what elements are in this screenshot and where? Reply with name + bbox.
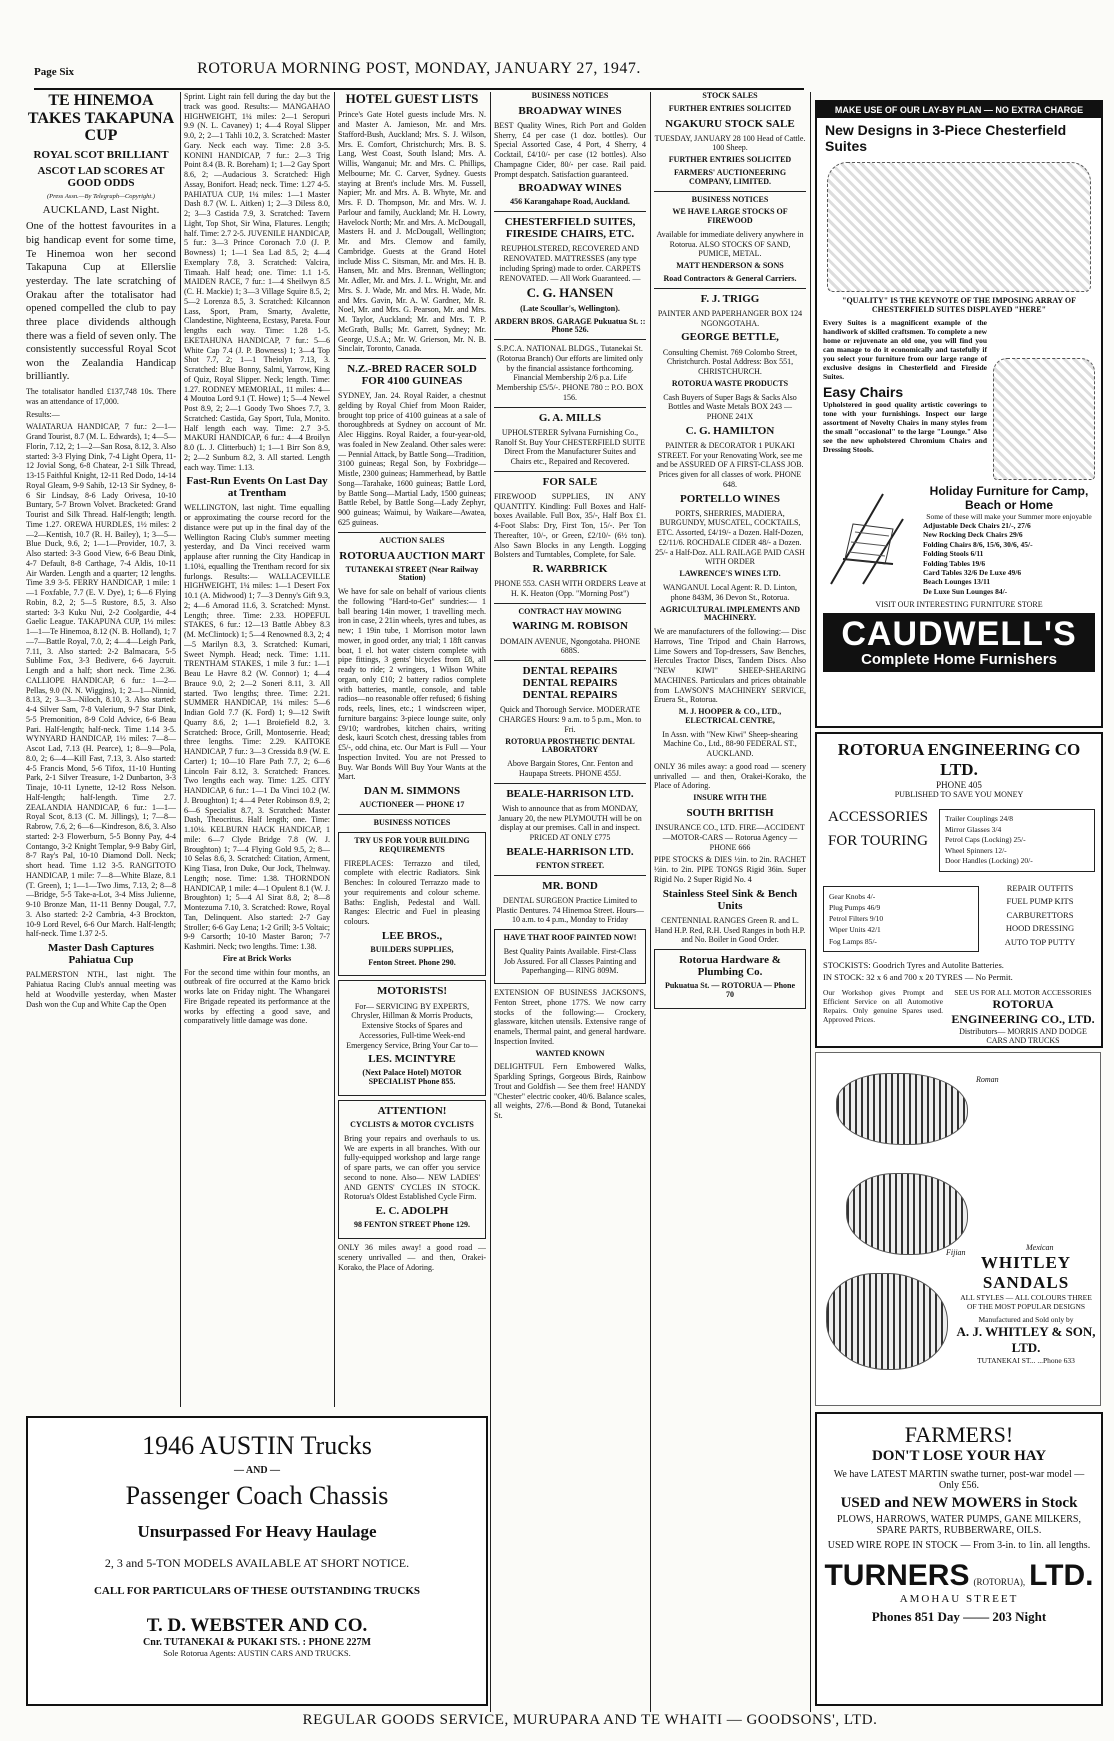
price-list-item: Fog Lamps 85/- [829, 936, 877, 946]
ad-heading: A. J. WHITLEY & SON, LTD. [956, 1324, 1096, 1355]
ad-heading: TRY US FOR YOUR BUILDING REQUIREMENTS [354, 835, 470, 854]
section-label: AUCTION SALES [379, 535, 445, 545]
masthead [34, 60, 804, 90]
price-list-item: New Rocking Deck Chairs 29/6 [923, 530, 1023, 540]
ad-heading: R. WARBRICK [532, 563, 608, 576]
column-rule [180, 92, 181, 1407]
turners-farmers-ad [815, 1412, 1103, 1706]
ad-text: FIREPLACES: Terrazzo and tiled, complete with electric Radiators. Sink Benches: In coloured Terrazzo made to your requirements and colour scheme. Baths: English, Pedestal and Wall. Ranges: Electric and Fuel in pleasing colours. [344, 858, 480, 926]
ad-text: For— SERVICING BY EXPERTS, Chrysler, Hillman & Morris Products, Extensive Stocks of Spares and Accessories, Full-time Week-end Emergency Service, Bring Your Car to— [346, 1001, 478, 1050]
headline: TE HINEMOA TAKES TAKAPUNA CUP [27, 92, 175, 145]
ad-heading: C. G. HANSEN [526, 285, 614, 301]
ad-text: PLOWS, HARROWS, WATER PUMPS, GANE MILKERS, SPARE PARTS, RUBBERWARE, OILS. [836, 1514, 1081, 1536]
price-list-item: Folding Stools 6/11 [923, 549, 984, 559]
race-results: Sprint. Light rain fell during the day but the track was good. Results:— MANGAHAO HIGHWEIGHT, 1¼ miles: 2—1 Seropuri 9.9 (N. L. Cavaney) 1; 4—4 Royal Slipper 9.0, 2; 2—1 Tahli 10.2, 3. Scratched: Master Gary. Neck each way. Time: 2.8 3-5. KONINI HANDICAP, 7 fur.: 2—3 Trig Point 8.4 (B. R. Boreham) 1; 1—2 Gay Sport 8.6, 2; —Audacious 3. Scratched: High Assay, Bonifort. Head; neck. Time: 1.27 4-5. PAHIATUA CUP, 1¼ miles: 1—1 Master Dash 8.7 (W. L. Aitken) 1; 2—3 Diless 8.0, 2; 3—3 Castida 7.9, 3. Scratched: Tavern Light, Top Shot, Sir Wina, Flatures. Length; half. Time: 2.7 2-5. JUVENILE HANDICAP, 5 fur.: 3—3 Prince Coronach 7.0 (J. P. Bowness) 1; 1—1 Sea Lad 8.5, 2; 4—4 Exemplary 7.8, 3. Scratched: Valcira, Timaah. Half head; one. Time: 1.1 1-5. MAIDEN RACE, 7 fur.: 1—4 Sheilwyn 8.5 (C. H. Mackie) 1; 3—3 Village Squire 8.5, 2; 5—2 Lorenza 8.5, 3. Scratched: Kilcannon Lass, Sport, Pram, Smarty, Avalette, Clandestine, Nighteena, Ecstasy, Pareta. Four lengths each way. Time: 1.28 1-5. EKETAHUNA HANDICAP, 7 fur.: 5—6 White Cap 7.4 (J. P. Bowness) 1; 3—4 Top Shot 7.7, 2; 1—1 Theiolyn 7.13, 3. Scratched: Blue Bonny, Salmi, Yarrow, King of Quiz, Royal Slipper. Neck; length. Time: 1.27. RODNEY MEMORIAL, 11 miles: 4—4 Moutoa Lord 9.1 (T. Howe) 1; 5—4 Newel Post 8.9, 2; 2—1 Goody Two Shoes 7.7, 3. Scratched: Castida, Gay Sport, Tula, Monito. Half length each way. Time: 2.7 3-5. MAKURI HANDICAP, 6 fur.: 4—4 Broilyn 8.0 (L. J. Clitterbuch) 1; 1—1 Birr Son 8.9, 2; 2—2 Sunburn 8.2, 3. All started. Length each way. Time: 1.13. [184, 92, 330, 472]
ad-heading: NGAKURU STOCK SALE [665, 117, 795, 130]
ad-text: FIREWOOD SUPPLIES, IN ANY QUANTITY. Kindling: Full Boxes and Half-boxes Available. Full Box, 35/-, Half Box £1. 4-Foot Slabs: Dry, First Ton, 15/-. Per Ton Thereafter, 10/-, or Green, £2/10/- (6½ ton). Also Sawn Blocks in any Length. Logging Bolsters and Turntables, Complete, for Sale. [494, 491, 646, 560]
ad-heading: WE HAVE LARGE STOCKS OF FIREWOOD [672, 207, 788, 226]
ad-text: We have for sale on behalf of various clients the following "Hard-to-Get" sundries:— 1 ball bearing 14in mower, 1 travelling mech. iron in case, 2 21in wheels, tyres and tubes, as new; 1 19in tube, 1 Morrison motor lawn mower, in good order, any trial; 1 18ft canvas boat, 1 el. hot water cistern complete with pipe fittings, 3 gents' bicycles from £8, all ready to ride; 2 wringers, 1 Wilson White organ, only £10; 2 battery radios complete with batteries, mantle, console, and table radios—no reasonable offer refused; 6 fishing rods, reels, lines, etc.; 1 windscreen wiper, furniture bargains: 3-piece lounge suite, only £9/10; wardrobes, kitchen chairs, writing desk, kauri Scotch chest, dressing tables from £5/-, odd china, etc. Our Mart is Full — Your Inspection Invited. You are not Pressed to Buy. War Bonds Will Buy Your Wants at the Mart. [338, 587, 486, 782]
repair-list-item: HOOD DRESSING [1005, 923, 1075, 934]
holiday-price-list [923, 521, 1095, 596]
page-label: Page Six [34, 66, 75, 78]
price-list-item: Trailer Couplings 24/8 [945, 814, 1014, 823]
price-list-item: Wheel Spinners 12/- [945, 845, 1007, 855]
ad-heading: FOR SALE [542, 475, 598, 488]
chesterfield-suite-illustration [827, 162, 1091, 292]
repair-list-item: AUTO TOP PUTTY [1004, 936, 1076, 947]
ad-heading: WARING M. ROBISON [512, 620, 628, 633]
repair-list-item: CARBURETTORS [1006, 909, 1074, 920]
ad-text: TUTANEKAI ST... ...Phone 633 [977, 1356, 1075, 1365]
ad-text: CYCLISTS & MOTOR CYCLISTS [350, 1120, 474, 1130]
ad-text: Cash Buyers of Super Bags & Sacks Also Bottles and Waste Metals BOX 243 — PHONE 241X [663, 392, 797, 422]
roman-sandal-illustration [836, 1073, 968, 1145]
deck-chair-icon [823, 484, 923, 594]
price-list-item: Adjustable Deck Chairs 21/-, 27/6 [923, 521, 1031, 530]
ad-heading: ROTORUA AUCTION MART [339, 549, 485, 562]
ad-text: — AND — [233, 1465, 281, 1477]
ad-heading: Unsurpassed For Heavy Haulage [137, 1521, 377, 1541]
ad-heading: Rotorua Hardware & Plumbing Co. [679, 954, 781, 979]
ad-text: INSURANCE CO., LTD. FIRE—ACCIDENT—MOTOR-CARS — Rotorua Agency — PHONE 666 [655, 823, 805, 852]
ad-text: INSURE WITH THE [693, 793, 767, 803]
column-rule [810, 92, 811, 1712]
ad-text: DELIGHTFUL Fern Embowered Walks, Sparkling Springs, Gorgeous Birds, Rainbow Trout and Goldfish — See them free! HANDY "Chester" electric cooker, 40/6. Balance scales, all weights, 27/6.—Bond & Bond, Tutanekai St. [494, 1062, 646, 1121]
ad-text: ARDERN BROS. GARAGE Pukuatua St. :: Phone 526. [494, 316, 646, 335]
fijian-sandal-illustration [826, 1273, 948, 1370]
price-list-item: Beach Lounges 13/11 [923, 577, 991, 587]
mexican-sandal-illustration [846, 1173, 968, 1255]
headline: N.Z.-BRED RACER SOLD FOR 4100 GUINEAS [347, 363, 477, 388]
price-list-item: Card Tables 32/6 De Luxe 49/6 [923, 567, 1022, 577]
ad-heading: LEE BROS., [381, 929, 443, 942]
ad-text: Phones 851 Day —— 203 Night [871, 1609, 1047, 1624]
ad-heading: CONTRACT HAY MOWING [518, 606, 622, 616]
ad-text: VISIT OUR INTERESTING FURNITURE STORE [875, 600, 1043, 609]
ad-heading: M. J. HOOPER & CO., LTD., ELECTRICAL CENTRE, [678, 707, 782, 725]
ad-text: We are manufacturers of the following:— Disc Harrows, Tine Tripod and Chain Harrows, Lime Sowers and Top-dressers, Saw Benches, Hercules Tractor Discs, Tandem Discs. Also "NEW KIWI" SHEEP-SHEARING MACHINES. Particulars and prices obtainable from LAWSON'S MACHINERY SERVICE, Eruera St., Rotorua. [654, 627, 806, 705]
ad-text: FENTON STREET. [535, 860, 605, 870]
article-text: For the second time within four months, an outbreak of fire occurred at the Kamo brick works late on Friday night. The Whangarei Fire Brigade repeated its performance at the works by effecting a good save, and comparatively little damage was done. [184, 967, 330, 1026]
ad-heading: SOUTH BRITISH [686, 807, 774, 820]
ad-text: In Assn. with "New Kiwi" Sheep-shearing Machine Co., Ltd., 88-90 FEDERAL ST., AUCKLAND. [662, 729, 798, 759]
ad-heading: MOTORISTS! [376, 985, 448, 998]
price-list-item: De Luxe Sun Lounges 84/- [923, 586, 1008, 596]
ad-text: (Late Scoullar's, Wellington). [520, 303, 620, 313]
ad-text: 456 Karangahape Road, Auckland. [510, 197, 630, 207]
ad-heading: G. A. MILLS [538, 411, 602, 424]
column-rule [490, 92, 491, 1712]
sandal-label: Roman [976, 1075, 999, 1084]
ad-heading: ATTENTION! [377, 1104, 447, 1117]
caudwells-tagline: Complete Home Furnishers [861, 651, 1057, 668]
price-list-item: Gear Knobs 4/- [829, 891, 876, 901]
article-text: Prince's Gate Hotel guests include Mrs. N. and Master A. Jamieson, Mr. and Mrs. Stafford-Bush, Auckland; Mrs. S. J. Wilson, Mrs. E. Comfort, Christchurch; Mrs. B. S. Lang, West Coast, South Island; Mrs. A. Willis, Wanganui; Mr. and Mrs. C. Phillips, Melbourne; Mr. C. Carver, Sydney. Guests staying at Brent's include Mrs. M. Fussell, Napier; Mr. and Mrs. A. B. Whyte, Mr. and Mrs. F. D. Thompson, Mr. and Mrs. W. J. Parlour and family, Auckland; Mr. H. Lowry, Havelock North; Mr. and Mrs. A. McDougall, Masters H. and J. McDougall, Wellington; Mr. and Mrs. Clemow and family, Cambridge. Guests at the Grand Hotel include Miss C. Sitsman, Mr. and Mrs. H. B. Hansen, Mr. and Mrs. Brennan, Wellington; Mr. Adler, Mr. and Mrs. J. L. Wright, Mr. and Mrs. S. J. Wade, Mr. and Mrs. H. Wade, Mr. and Mrs. Gavin, Mr. A. W. Gardner, Mr. R. Noel, Mr. and Mrs. G. Pearson, Mr. and Mrs. M. Taylor, Auckland; Mr. and Mrs. T. P. McGrath, Bulls; Mr. Garrett, Sydney; Mr. George, U.S.A.; Mr. W. Grierson, Mr. N. B. Sinclair, Toronto, Canada. [338, 110, 486, 354]
austin-trucks-ad [26, 1416, 488, 1706]
ad-text: EXTENSION OF BUSINESS JACKSON'S, Fenton Street, phone 177S. We now carry stocks of the following:— Crockery, glassware, kitchen utensils. Extensive range of enamels, Thermal paint, and general hardware. Inspection Invited. [494, 988, 646, 1046]
ad-heading: BEALE-HARRISON LTD. [506, 845, 634, 858]
ad-heading: HAVE THAT ROOF PAINTED NOW! [503, 933, 637, 943]
ad-text: UPHOLSTERER Sylvana Furnishing Co., Ranolf St. Buy Your CHESTERFIELD SUITE Direct From the Manufacturer Suites and Chairs etc., Repaired and Recovered. [494, 427, 645, 466]
price-list-item: Wiper Units 42/1 [829, 925, 881, 935]
section-label: BUSINESS NOTICES [373, 818, 451, 828]
ad-text: ALL STYLES — ALL COLOURS THREE OF THE MOST POPULAR DESIGNS [960, 1293, 1092, 1311]
ad-heading: PORTELLO WINES [680, 492, 780, 505]
section-label: BUSINESS NOTICES [531, 92, 609, 100]
accessory-price-list [823, 886, 979, 952]
ad-text: Our Workshop gives Prompt and Efficient Service on all Automotive Repairs. Only genuine Spares used. Approved Prices. [823, 987, 943, 1024]
article-text: The totalisator handled £137,748 10s. There was an attendance of 17,000. [26, 387, 176, 406]
repair-list-item: REPAIR OUTFITS [1006, 882, 1074, 893]
ad-text: STOCKISTS: Goodrich Tyres and Autolite Batteries. [823, 959, 1004, 970]
race-results: WAIATARUA HANDICAP, 7 fur.: 2—1—Grand Tourist, 8.7 (M. L. Edwards), 1; 4—5—Florin, 7.12, 2; 1—2—San Rosa, 8.12, 3. Also started: 3-3 Flying Dink, 7-4 Light Opera, 11-12 Jovial Song, 6-8 Chatear, 2-1 Silk Thread, 13-15 Faithful Knight, 12-11 Red Dodo, 14-14 Royal Gleam, 9-9 Sahib, 12-13 Sir Sydney, 8-6 Sir Lindsay, 8-6 Lady Orivesa, 10-10 Buntary, 5-7 Brown Volvet. Bracketed: Grand Tourist and Silk Thread. Half-length; length. Time 1.27. OREWA HURDLES, 1½ miles: 2—2—Kentish, 10.7 (R. H. Bailey), 1; 3—5—Blue Duck, 9.6, 2; 1—1—Provider, 10.7, 3. Also started: 3-3 Good View, 6-6 Beau Dink, 4-7 Default, 8-8 Carthage, 7-4 Aldis, 10-11 Air Warden. Length and a quarter; 12 lengths. Time 3.9 3-5. FERRY HANDICAP, 1 mile: 1—1 Foxfable, 7.7 (E. V. Dye), 1; 6—6 Flying Robin, 8.2, 2; 5—5 Rustore, 8.5, 3. Also started: 3-3 Kuku Nui, 2-2 Coolgardie, 4-4 Gaelic League. TAKAPUNA CUP, 1½ miles: 1—1—Te Hinemoa, 8.12 (N. B. Holland), 1; 7—7—Battle Royal, 7.0, 2; 4—4—Leigh Park, 7.11, 3. Also started: 2-2 Balmacara, 5-5 Sublime Fox, 3-3 Bedivere, 6-6 Jaycruit. Length and a half; short neck. Time 2.36. CALLIOPE HANDICAP, 6 fur.: 1—2—Pellas, 9.0 (N. N. Wiggins), 1; 2—1—Ninnid, 8.13, 2; 3—3—Niloch, 8.10, 3. Also started: 4-4 Silver Sam, 7-8 Valerium, 9-7 Star Dink, 5-5 Premonition, 8-9 Cold Advice, 6-6 Beau Pari. Half-length; half-neck. Time 1.14 3-5. WYNYARD HANDICAP, 1½ miles: 7—8—Ascot Lad, 7.13 (H. Pearce), 1; 8—9—Pola, 8.0, 2; 6—4—Kill Fast, 7.13, 3. Also started: 4-5 Francis Mond, 5-6 Tifox, 11-10 Hunting Park, 2-1 Silver Treasure, 1-2 Dunbarton, 3-3 Tinaje, 10-11 Lynette, 12-12 Ross Nelson. Half-length; half-length. Time 2.7. ZEALANDIA HANDICAP, 6 fur.: 1—1—Royal Scot, 8.13 (C. M. Jillings), 1; 7—8—Rabrow, 7.6, 2; 6—6—Kindreson, 8.6, 3. Also started: 2-3 Flowerburn, 5-5 Bonny Pay, 4-4 Contango, 3-2 Knight Templar, 9-9 Baby Girl, 8-7 Ray's Pal, 10-10 Diamond Doll. Neck; short head. Time 1.12 3-5. RANGITOTO HANDICAP, 1 mile: 7—8—White Blaze, 8.1 (T. Green), 1; 1—1—Two Jims, 7.13, 2; 8—8—Bridge, 5-5 Take-a-Lot, 3-4 Miss Julienne, 9-10 Bronze Man, 11-11 Benny Dougal, 7.7, 3. Also started: 2-2 Cambria, 4-3 Brockton, 10-9 Lord Revel, 6-6 Our March. Half-length; half-neck. Time 1.37 2-5. [26, 422, 176, 939]
ad-heading: DAN M. SIMMONS [363, 785, 461, 798]
ad-heading: WHITLEY SANDALS [980, 1253, 1072, 1292]
price-list-item: Folding Tables 19/6 [923, 558, 986, 568]
ad-heading: BROADWAY WINES [518, 104, 622, 117]
ad-text: REUPHOLSTERED, RECOVERED AND RENOVATED. MATTRESSES (any type including Spring) made to order. CARPETS RENOVATED. — All Work Guaranteed. — [499, 244, 641, 283]
sandal-label: Mexican [1026, 1243, 1054, 1252]
ad-text: AMOHAU STREET [899, 1593, 1019, 1605]
easy-chair-illustration [993, 358, 1095, 480]
ad-text: CENTENNIAL RANGES Green R. and L. Hand H.P. Red, R.H. Used Ranges in both H.P. and No. Boiler in Good Order. [654, 915, 806, 945]
ad-text: BUILDERS SUPPLIES, [370, 944, 454, 954]
ad-text: Consulting Chemist. 769 Colombo Street, Christchurch. Postal Address: Box 551, CHRISTCHURCH. [662, 347, 798, 376]
masthead-title: ROTORUA MORNING POST, MONDAY, JANUARY 27, 1947. [197, 60, 641, 77]
price-list-item: Petrol Caps (Locking) 25/- [945, 835, 1026, 844]
repair-list [985, 882, 1095, 956]
ad-heading: Stainless Steel Sink & Bench Units [662, 887, 798, 912]
ad-text: PAINTER AND PAPERHANGER BOX 124 NGONGOTAHA. [657, 308, 803, 328]
ad-text: Available for immediate delivery anywhere in Rotorua. ALSO STOCKS OF SAND, PUMICE, METAL. [656, 229, 804, 259]
ad-text: 98 FENTON STREET Phone 129. [354, 1220, 470, 1230]
ad-text: PHONE 405 [936, 780, 982, 790]
ad-heading: DENTAL REPAIRS [522, 689, 618, 702]
column-racing-auckland [26, 92, 176, 1410]
ad-heading: MR. BOND [542, 879, 598, 892]
ad-heading: New Designs in 3-Piece Chesterfield Suites [825, 122, 1067, 154]
ad-heading: E. C. ADOLPH [375, 1205, 449, 1218]
footer-banner: REGULAR GOODS SERVICE, MURUPARA AND TE WHAITI — GOODSONS', LTD. [302, 1712, 878, 1728]
layby-banner: MAKE USE OF OUR LAY-BY PLAN — NO EXTRA CHARGE [817, 102, 1101, 118]
dateline: AUCKLAND, Last Night. [42, 203, 160, 216]
column-racing-pahiatua [184, 92, 330, 1410]
caudwells-logo: CAUDWELL'S [841, 615, 1077, 653]
price-list-item: Petrol Filters 9/10 [829, 914, 884, 923]
ad-heading: C. G. HAMILTON [685, 424, 775, 437]
ad-heading: DENTAL REPAIRS [522, 677, 618, 690]
column-business-notices [494, 92, 646, 1712]
ad-text: Pukuatua St. — ROTORUA — Phone 70 [664, 981, 796, 1000]
ad-text: Some of these will make your Summer more enjoyable [926, 512, 1092, 521]
section-label: BUSINESS NOTICES [691, 194, 769, 204]
ad-text: Cnr. TUTANEKAI & PUKAKI STS. : PHONE 227M [143, 1636, 371, 1648]
ad-text: Above Bargain Stores, Cnr. Fenton and Haupapa Streets. PHONE 455J. [507, 759, 633, 778]
ad-text: FURTHER ENTRIES SOLICITED [668, 155, 792, 165]
ad-heading: GEORGE BETTLE, [681, 331, 779, 344]
ad-text: FURTHER ENTRIES SOLICITED [668, 103, 792, 113]
ad-text: Bring your repairs and overhauls to us. We are experts in all branches. With our fully-equipped workshop and large range of spare parts, we can offer you service second to none. Also— NEW LADIES' AND GENTS' CYCLES IN STOCK. Rotorua's Oldest Established Cycle Firm. [344, 1133, 480, 1202]
ad-text: Quick and Thorough Service. MODERATE CHARGES Hours: 9 a.m. to 5 p.m., Mon. to Fri. [498, 705, 642, 734]
ad-text: Best Quality Paints Available. First-Class Job Assured. For all Classes Painting and Paperhanging— RING 809M. [503, 946, 637, 976]
ad-text: Manufactured and Sold only by [978, 1315, 1074, 1324]
ad-heading: T. D. WEBSTER AND CO. [146, 1614, 368, 1636]
ad-text: Every Suites is a magnificent example of the handiwork of skilled craftsmen. To complete a new home or rejuvenate an old one, you will find you can manage to do it economically and tastefully if you select your furniture from our large range of exclusive designs in Chesterfield and Fireside Suites. [823, 318, 987, 381]
subheadline: ASCOT LAD SCORES AT GOOD ODDS [37, 164, 165, 189]
ad-heading: Easy Chairs [823, 384, 904, 400]
article-text: PALMERSTON NTH., last night. The Pahiatua Racing Club's annual meeting was held at Woodville yesterday, when Master Dash won the Cup and White Cap the Open [26, 970, 176, 1009]
ad-heading: ROTORUA WASTE PRODUCTS [671, 378, 789, 388]
whitley-sandals-ad [815, 1052, 1101, 1406]
race-results: WELLINGTON, last night. Time equalling or approximating the course record for the distance were put up in the final day of the Wellington Racing Club's summer meeting yesterday, and Da Vinci received warm applause after running the City Handicap in 1.10¼, equalling the Trentham record for six furlongs. Results:— WALLACEVILLE HIGHWEIGHT, 1¼ miles: 1—1 Desert Fox 10.1 (A. Midwood) 1; 7—3 Denny's Gift 9.3, 2; 4—6 Amorad 11.6, 3. Scratched: Mynst. Length; three. Time: 2.33. HOPEFUL STAKES, 6 fur.: 12—13 Battle Abbey 8.3 (M. McClintock) 1; 5—4 Renowned 8.3, 2; 4—5 Marilyn 8.3, 3. Scratched: Kumari, Sweet Nymph. Head; neck. Time: 1.11. TRENTHAM STAKES, 1 mile 3 fur.: 1—1 Beau Le Havre 8.2 (W. Connor) 1; 4—4 Brauce 9.0, 2; 2—2 Soneri 8.11, 3. All started. Two lengths; three. Time: 2.21. SUMMER HANDICAP, 1¼ miles: 5—6 Indian Gold 7.7 (K. Ford) 1; 9—12 Swift Quarry 8.6, 2; 1—1 Broiefield 8.2, 3. Scratched: Broce, Grill, Montoserrie. Head; three lengths. Time: 2.29. KAITOKE HANDICAP, 7 fur.: 3—3 Cressida 8.9 (W. E. Carter) 1; 10—10 Flare Path 7.7, 2; 6—6 Lincoln Fair 8.12, 3. Scratched: Frances. Two lengths each way. Time: 1.25. CITY HANDICAP, 6 fur.: 1—1 Da Vinci 10.2 (W. J. Broughton) 1; 4—4 Peter Robinson 8.9, 2; 6—6 Specialist 8.7, 3. Scratched: Master Dash, Theocritus. Half length; one. Time: 1.10¼. KELBURN HACK HANDICAP, 1 mile: 6—7 Clyde Bridge 7.8 (W. J. Broughton) 1; 7—4 Flying Gold 9.5, 2; 8—10 Selas 8.6, 3. Scratched: Citation, Arment, King Tiasa, Iron Duke, Our Jock, Thelnway. Length; nose. Time: 1.38. THORNDON HANDICAP, 1 mile: 4—1 Opulent 8.1 (W. J. Broughton) 1; 5—4 Al Sirat 8.8, 2; 8—8 Montezuma 7.10, 3. Scratched: Rowe, Royal Tan, Delinquent. Also started: 2-7 Gay Stroller; 6-6 Gay Lena; 1-2 Grill; 3-5 Voltaic; 9-9 Carsorth; 10-10 Master Baron; 7-7 Kashmiri. Neck; two lengths. Time: 1.38. [184, 503, 330, 952]
subheadline: ROYAL SCOT BRILLIANT [33, 148, 169, 161]
section-label: STOCK SALES [702, 92, 758, 100]
ad-heading: ACCESSORIES FOR TOURING [827, 809, 929, 849]
ad-text: "QUALITY" IS THE KEYNOTE OF THE IMPOSING ARRAY OF CHESTERFIELD SUITES DISPLAYED "HERE" [842, 296, 1076, 314]
ad-text: Distributors— MORRIS AND DODGE CARS AND TRUCKS [959, 1026, 1087, 1045]
ad-heading: BROADWAY WINES [518, 182, 622, 195]
ad-text: DOMAIN AVENUE, Ngongotaha. PHONE 688S. [499, 636, 641, 656]
ad-heading: MATT HENDERSON & SONS [676, 261, 784, 271]
subheadline: Master Dash Captures Pahiatua Cup [48, 942, 154, 967]
ad-text: WANGANUI. Local Agent: R. D. Linton, phone 843M, 36 Devon St., Rotorua. [663, 583, 797, 602]
ad-text: ONLY 36 miles away! a good road — scenery unrivalled — and then, Orakei-Korako, the Place of Adoring. [338, 1243, 486, 1272]
column-rule [334, 92, 335, 1407]
ad-text: Upholstered in good quality artistic coverings to tone with your furnishings. Inspect our large assortment of Novelty Chairs in many styles from the small "occasional" to the large "Lounge." Also see the new upholstered Chromium Chairs and Dressing Stools. [823, 400, 987, 454]
ad-text: SEE US FOR ALL MOTOR ACCESSORIES [954, 987, 1092, 997]
ad-heading: DON'T LOSE YOUR HAY [871, 1448, 1047, 1464]
turners-logo-suffix: LTD. [1029, 1559, 1094, 1592]
ad-heading: FARMERS' AUCTIONEERING COMPANY, LIMITED. [673, 167, 787, 186]
ad-text: Wish to announce that as from MONDAY, January 20, the new PLYMOUTH will be on display at our premises. Call in and inspect. PRICED AT ONLY £775 [498, 803, 642, 843]
ad-text: PORTS, SHERRIES, MADIERA, BURGUNDY, MUSCATEL, COCKTAILS, ETC. Assorted, £4/19/- a Dozen. Half-Dozen, £2/11/6. ROCHDALE CIDER 48/- a Dozen. 25/- a Half-Doz. ALL RAILAGE PAID CASH WITH ORDER [655, 508, 805, 567]
subheadline: Fire at Brick Works [222, 953, 292, 963]
ad-heading: Passenger Coach Chassis [125, 1481, 389, 1511]
ad-heading: Holiday Furniture for Camp, Beach or Home [929, 484, 1089, 512]
ad-heading: F. J. TRIGG [700, 292, 760, 305]
ad-text: 2, 3 and 5-TON MODELS AVAILABLE AT SHORT NOTICE. [104, 1555, 410, 1570]
ad-heading: FARMERS! [904, 1422, 1014, 1447]
ad-heading: BEALE-HARRISON LTD. [506, 787, 634, 800]
ad-text: Road Contractors & General Carriers. [663, 274, 797, 284]
ad-text: TUTANEKAI STREET (Near Railway Station) [345, 564, 479, 583]
ad-heading: DENTAL REPAIRS [522, 665, 618, 678]
ad-text: USED WIRE ROPE IN STOCK — From 3-in. to 1in. all lengths. [827, 1540, 1091, 1551]
column-rule [650, 92, 651, 1712]
price-list-item: Door Handles (Locking) 20/- [945, 856, 1033, 865]
byline: (Press Assn.—By Telegraph—Copyright.) [46, 193, 156, 201]
ad-heading: CHESTERFIELD SUITES, FIRESIDE CHAIRS, ETC. [504, 216, 636, 241]
sandal-label: Fijian [946, 1248, 966, 1257]
ad-text: S.P.C.A. NATIONAL BLDGS., Tutanekai St. (Rotorua Branch) Our efforts are limited only by the financial assistance forthcoming. Financial Membership 2/6 p.a. Life Membership £5/5/-. PHONE 780 :: P.O. BOX 156. [496, 344, 644, 402]
ad-text: BEST Quality Wines, Rich Port and Golden Sherry, £4 per case (1 doz. bottles). Our Special Assorted Case, 4 Port, 4 Sherry, 4 Cocktail, £4/10/- per case (12 bottles). Also Champagne Cider, 80/- per case. Rail paid. Prompt despatch. Satisfaction guaranteed. [494, 120, 646, 179]
accessory-price-list [939, 809, 1095, 872]
price-list-item: Mirror Glasses 3/4 [945, 824, 1002, 834]
ad-heading: AGRICULTURAL IMPLEMENTS AND MACHINERY. [659, 604, 801, 623]
ad-heading: ROTORUA PROSTHETIC DENTAL LABORATORY [505, 736, 635, 755]
subheadline: Fast-Run Events On Last Day at Trentham [186, 475, 328, 500]
ad-text: PAINTER & DECORATOR 1 PUKAKI STREET. For your Renovating Work, see me and be ASSURED OF A FIRST-CLASS JOB. Prices given for all classes of work. PHONE 648. [656, 440, 804, 489]
ad-text: PUBLISHED TO SAVE YOU MONEY [894, 790, 1024, 799]
ad-heading: 1946 AUSTIN Trucks [142, 1431, 372, 1460]
ad-heading: LES. MCINTYRE [368, 1053, 456, 1066]
price-list-item: Plug Pumps 46/9 [829, 902, 881, 912]
ad-heading: LAWRENCE'S WINES LTD. [679, 569, 781, 579]
ad-text: Sole Rotorua Agents: AUSTIN CARS AND TRUCKS. [163, 1647, 351, 1658]
column-stock-sales [654, 92, 806, 1712]
ad-heading: ROTORUA ENGINEERING CO., LTD. [951, 996, 1095, 1026]
price-list-item: Folding Chairs 8/6, 15/6, 30/6, 45/- [923, 539, 1033, 549]
turners-logo: TURNERS [824, 1559, 970, 1592]
ad-text: DENTAL SURGEON Practice Limited to Plastic Dentures. 74 Hinemoa Street. Hours— 10 a.m. to 4 p.m., Monday to Friday [496, 895, 644, 925]
ad-text: PHONE 553. CASH WITH ORDERS Leave at H. K. Heaton (Opp. "Morning Post") [494, 579, 646, 598]
ad-heading: USED and NEW MOWERS in Stock [840, 1495, 1078, 1511]
rotorua-engineering-ad [815, 732, 1103, 1048]
ad-text: (Next Palace Hotel) MOTOR SPECIALIST Phone 855. [362, 1068, 462, 1087]
headline: HOTEL GUEST LISTS [345, 92, 479, 106]
repair-list-item: FUEL PUMP KITS [1006, 896, 1074, 907]
ad-heading: ROTORUA ENGINEERING CO LTD. [837, 740, 1081, 779]
lead-paragraph: One of the hottest favourites in a big handicap event for some time, Te Hinemoa won her second Takapuna Cup at Ellerslie yesterday. The late scratching of Orakau after the totalisator had opened compelled the club to pay three place dividends although there was a field of seven only. The consistently successful Royal Scot won the Zealandia Handicap brilliantly. [26, 221, 176, 383]
ad-text: CALL FOR PARTICULARS OF THESE OUTSTANDING TRUCKS [93, 1584, 420, 1597]
section-label: WANTED KNOWN [535, 1048, 605, 1058]
ad-text: Fenton Street. Phone 290. [368, 957, 456, 967]
ad-text: (ROTORUA), [973, 1577, 1026, 1587]
ad-text: ONLY 36 miles away: a good road — scenery unrivalled — and then, Orakei-Korako, the Place of Adoring. [654, 761, 806, 791]
ad-text: IN STOCK: 32 x 6 and 700 x 20 TYRES — No Permit. [823, 971, 1013, 982]
article-text: SYDNEY, Jan. 24. Royal Raider, a chestnut gelding by Royal Chief from Moon Raider, brought top price of 4100 guineas at a sale of thoroughbreds at Sydney on account of Mr. Alec Higgins. Royal Raider, a four-year-old, was foaled in New Zealand. Other sales were:— Pennial Attack, by Battle Song—Tradition, 3100 guineas; Regal Son, by Foxbridge—Mistle, 2300 guineas; Hammerhead, by Battle Song—Tarahake, 1600 guineas; Battle Lord, by Battle Song—Martial Lady, 1500 guineas; Battle Rebel, by Battle Song—Lady Zephyr, 900 guineas; Waimui, by Waikare—Awatea, 625 guineas. [338, 391, 486, 527]
ad-text: AUCTIONEER — PHONE 17 [359, 800, 465, 810]
ad-text: We have LATEST MARTIN swathe turner, post-war model — Only £56. [833, 1469, 1085, 1491]
ad-text: PIPE STOCKS & DIES ½in. to 2in. RACHET ½in. to 2in. PIPE TONGS Rigid 36in. Super Rigid No. 2 Super Rigid No. 4 [654, 855, 806, 884]
article-text: Results:— [26, 409, 60, 419]
caudwells-furniture-ad [815, 100, 1103, 728]
ad-text: TUESDAY, JANUARY 28 100 Head of Cattle. 100 Sheep. [654, 133, 806, 153]
